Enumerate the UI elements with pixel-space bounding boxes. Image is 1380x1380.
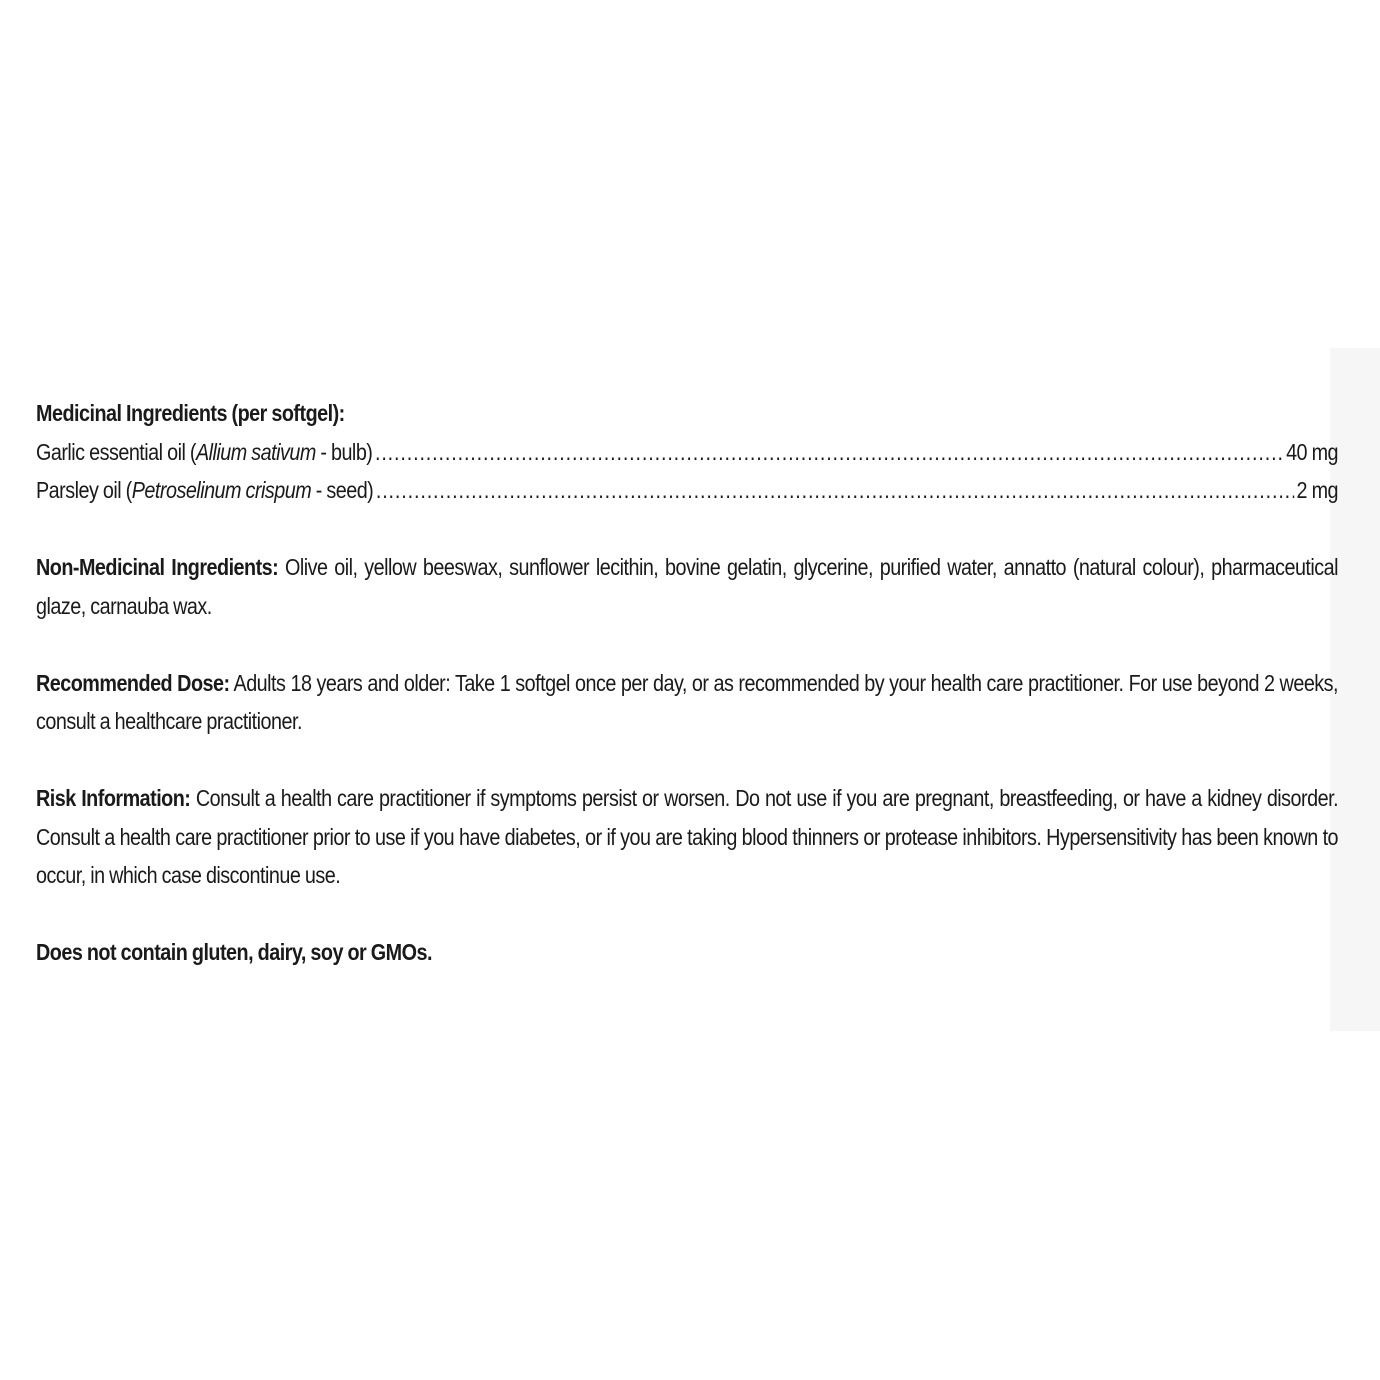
non-medicinal-ingredients-section [36, 548, 1338, 625]
allergen-statement [36, 933, 1338, 972]
risk-information-text: Consult a health care practitioner if symptoms persist or worsen. Do not use if you are pregnant, breastfeeding, or have a kidney disorder. Consult a health care practitioner prior to use if you have diabetes, or if you are taking blood thinners or protease inhibitors. Hypersensitivity has been known to occur, in which case discontinue use. [36, 785, 1339, 888]
risk-information-heading: Risk Information: [36, 785, 191, 811]
recommended-dose-heading: Recommended Dose: [36, 669, 230, 696]
dot-leader [376, 471, 1294, 510]
non-medicinal-text: Olive oil, yellow beeswax, sunflower lecithin, bovine gelatin, glycerine, purified water, annatto (natural colour), pharmaceutical glaze, carnauba wax. [36, 554, 1339, 619]
medicinal-ingredients-heading: Medicinal Ingredients (per softgel): [36, 400, 345, 426]
ingredient-amount: 2 mg [1296, 477, 1339, 503]
recommended-dose-text: Adults 18 years and older: Take 1 softgel once per day, or as recommended by your health care practitioner. For use beyond 2 weeks, consult a healthcare practitioner. [36, 669, 1339, 734]
allergen-text: Does not contain gluten, dairy, soy or GMOs. [36, 939, 432, 965]
dot-leader [375, 433, 1284, 472]
ingredient-row-garlic [36, 433, 1338, 472]
medicinal-ingredients-section [36, 394, 1338, 510]
ingredient-name: Parsley oil (Petroselinum crispum - seed) [36, 477, 374, 503]
ingredient-row-parsley [36, 471, 1338, 510]
risk-information-section [36, 779, 1338, 895]
ingredient-amount: 40 mg [1286, 438, 1339, 465]
latin-name: Petroselinum crispum [131, 477, 312, 503]
label-text-block [36, 394, 1338, 972]
product-label [36, 394, 1338, 972]
recommended-dose-section [36, 664, 1338, 741]
non-medicinal-heading: Non-Medicinal Ingredients: [36, 554, 279, 580]
latin-name: Allium sativum [195, 438, 316, 465]
ingredient-name: Garlic essential oil (Allium sativum - bulb) [36, 438, 373, 465]
